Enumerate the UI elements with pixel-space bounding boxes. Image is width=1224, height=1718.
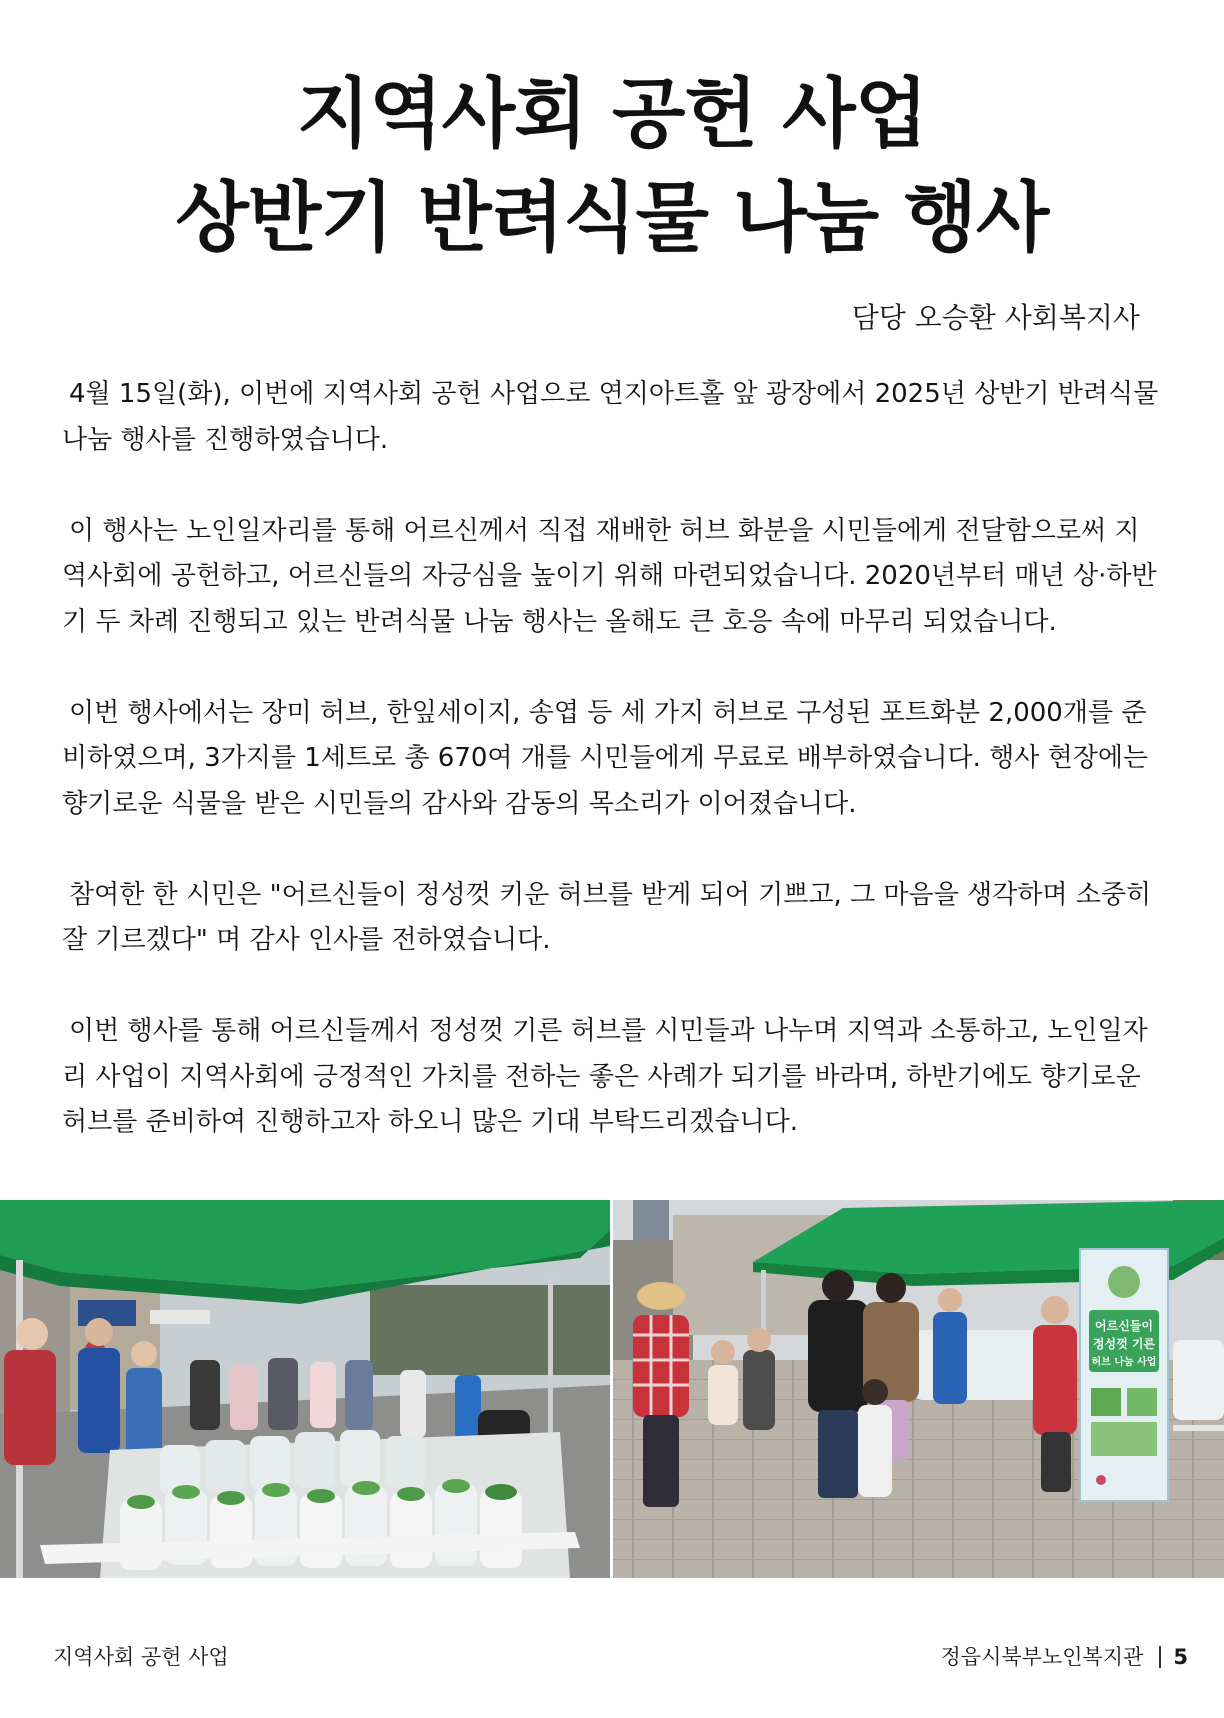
paragraph-1: 4월 15일(화), 이번에 지역사회 공헌 사업으로 연지아트홀 앞 광장에서 2025년 상반기 반려식물 나눔 행사를 진행하였습니다. bbox=[62, 379, 1159, 455]
person-child bbox=[743, 1350, 775, 1430]
person-head bbox=[16, 1318, 48, 1350]
herb bbox=[127, 1495, 155, 1509]
photo-visitors-scene bbox=[613, 1200, 1224, 1578]
plant-bag bbox=[480, 1490, 522, 1568]
herb bbox=[485, 1484, 517, 1500]
person-legs bbox=[1041, 1432, 1071, 1492]
banner-line-1: 어르신들이 bbox=[1095, 1319, 1153, 1333]
person-head bbox=[862, 1379, 888, 1405]
banner-strip bbox=[150, 1310, 210, 1324]
plant-bag bbox=[300, 1494, 342, 1568]
author-byline: 담당 오승환 사회복지사 bbox=[851, 301, 1140, 334]
herb bbox=[172, 1485, 200, 1499]
herb bbox=[217, 1491, 245, 1505]
banner-photo bbox=[1091, 1422, 1157, 1456]
person-head bbox=[1041, 1296, 1069, 1324]
photo-visitors-banner bbox=[613, 1200, 1224, 1578]
footer-organization: 정읍시북부노인복지관 bbox=[940, 1645, 1144, 1669]
plant-bag bbox=[385, 1436, 425, 1488]
paragraph-2: 이 행사는 노인일자리를 통해 어르신께서 직접 재배한 허브 화분을 시민들에게 전달함으로써 지역사회에 공헌하고, 어르신들의 자긍심을 높이기 위해 마련되었습니다. 2020년부터 매년 상·하반기 두 차례 진행되고 있는 반려식물 나눔 행사는 올해도 큰 호응 속에 마무리 되었습니다. bbox=[62, 515, 1157, 637]
herb bbox=[307, 1489, 335, 1503]
herb bbox=[397, 1487, 425, 1501]
footer-divider bbox=[1159, 1646, 1161, 1668]
trees bbox=[370, 1285, 610, 1375]
person-child-white bbox=[858, 1405, 892, 1497]
paragraph-3: 이번 행사에서는 장미 허브, 한잎세이지, 송엽 등 세 가지 허브로 구성된 포트화분 2,000개를 준비하였으며, 3가지를 1세트로 총 670여 개를 시민들에게 무료로 배부하였습니다. 행사 현장에는 향기로운 식물을 받은 시민들의 감사와 감동의 목소리가 이어졌습니다. bbox=[62, 697, 1149, 819]
plant-bag bbox=[435, 1484, 477, 1566]
title-line-2: 상반기 반려식물 나눔 행사 bbox=[175, 173, 1049, 262]
herb bbox=[352, 1481, 380, 1495]
person-head bbox=[747, 1328, 771, 1352]
footer-section: 지역사회 공헌 사업 bbox=[53, 1645, 229, 1669]
person-red-jacket bbox=[1033, 1325, 1077, 1435]
plant-bags bbox=[1173, 1340, 1224, 1420]
plant-bag bbox=[340, 1430, 380, 1486]
person-black-coat bbox=[808, 1300, 868, 1412]
herb bbox=[262, 1483, 290, 1497]
person-legs bbox=[643, 1415, 679, 1507]
hanging-plant-icon bbox=[1108, 1266, 1140, 1298]
person bbox=[230, 1365, 258, 1430]
person-checkered-shirt bbox=[633, 1315, 689, 1417]
person-head bbox=[711, 1340, 735, 1364]
plant-bag bbox=[205, 1440, 245, 1492]
paragraph-5: 이번 행사를 통해 어르신들께서 정성껏 기른 허브를 시민들과 나누며 지역과 소통하고, 노인일자리 사업이 지역사회에 긍정적인 가치를 전하는 좋은 사례가 되기를 바라며, 하반기에도 향기로운 허브를 준비하여 진행하고자 하오니 많은 기대 부탁드리겠습니다. bbox=[62, 1016, 1148, 1137]
page-footer bbox=[0, 1640, 1224, 1674]
logo-icon bbox=[1096, 1475, 1106, 1485]
article-body bbox=[62, 372, 1160, 1146]
person bbox=[310, 1362, 336, 1428]
person bbox=[190, 1360, 220, 1430]
plant-bag bbox=[250, 1436, 290, 1490]
plant-bag bbox=[295, 1432, 335, 1488]
banner-photo bbox=[1091, 1388, 1121, 1416]
person-head bbox=[876, 1273, 906, 1303]
herb bbox=[442, 1479, 470, 1493]
person bbox=[345, 1360, 373, 1430]
person bbox=[78, 1348, 120, 1453]
person-legs bbox=[818, 1410, 858, 1498]
title-line-1: 지역사회 공헌 사업 bbox=[296, 69, 928, 158]
person-head bbox=[822, 1270, 854, 1302]
table-edge bbox=[1173, 1425, 1224, 1431]
footer-right bbox=[941, 1640, 1188, 1674]
photo-plant-table bbox=[0, 1200, 610, 1578]
person bbox=[268, 1358, 298, 1430]
page-title bbox=[0, 62, 1224, 270]
person bbox=[4, 1350, 56, 1465]
banner-line-2: 정성껏 기른 bbox=[1092, 1337, 1156, 1351]
photo-plant-table-scene bbox=[0, 1200, 610, 1578]
person-blue-vest bbox=[933, 1312, 967, 1404]
banner-photo bbox=[1127, 1388, 1157, 1416]
plant-bag bbox=[390, 1492, 432, 1568]
paragraph-4: 참여한 한 시민은 "어르신들이 정성껏 키운 허브를 받게 되어 기쁘고, 그 마음을 생각하며 소중히 잘 기르겠다" 며 감사 인사를 전하였습니다. bbox=[62, 879, 1152, 955]
person-head bbox=[131, 1341, 157, 1367]
person-head bbox=[85, 1318, 113, 1346]
person-hat bbox=[637, 1282, 685, 1310]
page-number: 5 bbox=[1173, 1645, 1188, 1669]
person-child bbox=[708, 1365, 738, 1425]
person-head bbox=[938, 1288, 962, 1312]
banner-line-3: 허브 나눔 사업 bbox=[1091, 1357, 1157, 1368]
person bbox=[455, 1375, 481, 1440]
person bbox=[126, 1368, 162, 1460]
person bbox=[400, 1370, 426, 1438]
event-photos bbox=[0, 1200, 1224, 1578]
event-banner bbox=[1080, 1249, 1168, 1501]
